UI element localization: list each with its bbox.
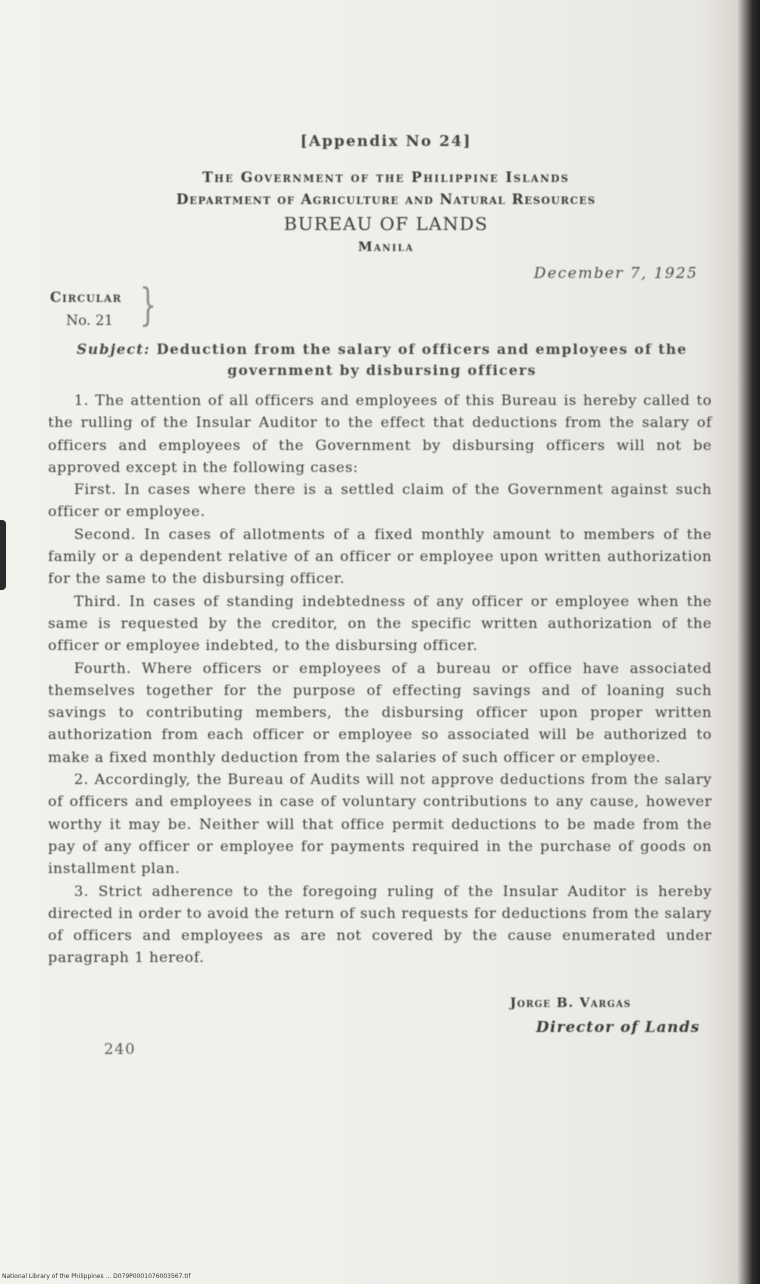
appendix-heading: [Appendix No 24] [300, 132, 472, 150]
department-heading: Department of Agriculture and Natural Resources [176, 192, 596, 208]
document-date: December 7, 1925 [533, 264, 698, 282]
brace-mark: } [139, 280, 157, 331]
signatory-name: Jorge B. Vargas [510, 996, 632, 1011]
bureau-heading: BUREAU OF LANDS [283, 214, 489, 235]
subject-label: Subject: [76, 342, 151, 358]
paragraph-first: First. In cases where there is a settled claim of the Government against such officer or employee. [48, 482, 712, 521]
circular-label: Circular [50, 290, 122, 306]
government-heading: The Government of the Philippine Islands [202, 170, 570, 186]
page-number: 240 [104, 1040, 136, 1058]
circular-block [50, 287, 122, 333]
subject-text: Deduction from the salary of officers and employees of the government by disbursing officers [156, 342, 688, 379]
city-heading: Manila [357, 240, 415, 255]
subject-line [50, 340, 714, 382]
paragraph-1: 1. The attention of all officers and employees of this Bureau is hereby called to the rulling of the Insular Auditor to the effect that deductions from the salary of officers and employees of the Government by disbursing officers will not be approved except in the following cases: [48, 393, 712, 476]
signatory-title: Director of Lands [536, 1018, 701, 1036]
paragraph-2: 2. Accordingly, the Bureau of Audits will not approve deductions from the salary of officers and employees in case of voluntary contributions to any cause, however worthy it may be. Neither will that office permit deductions to be made from the pay of any officer or employee for payments required in the purchase of goods on installment plan. [48, 772, 712, 878]
circular-number: No. 21 [66, 313, 114, 329]
paragraph-second: Second. In cases of allotments of a fixed monthly amount to members of the family or a dependent relative of an officer or employee upon written authorization for the same to the disbursing officer. [48, 526, 712, 588]
paragraph-fourth: Fourth. Where officers or employees of a bureau or office have associated themselves together for the purpose of effecting savings and of loaning such savings to contributing members, the disbursing officer upon proper written authorization from each officer or employee so associated will be authorized to make a fixed monthly deduction from the salaries of such officer or employee. [48, 660, 712, 766]
paragraph-3: 3. Strict adherence to the foregoing ruling of the Insular Auditor is hereby directed in order to avoid the return of such requests for deductions from the salary of officers and employees as are not covered by the cause enumerated under paragraph 1 hereof. [48, 883, 712, 967]
paragraph-third: Third. In cases of standing indebtedness of any officer or employee when the same is requested by the creditor, on the specific written authorization of the officer or employee indebted, to the disbursing officer. [48, 593, 712, 655]
body-text [48, 390, 712, 970]
archive-footer: National Library of the Philippines ... D079P0001076003567.tif [2, 1273, 191, 1280]
